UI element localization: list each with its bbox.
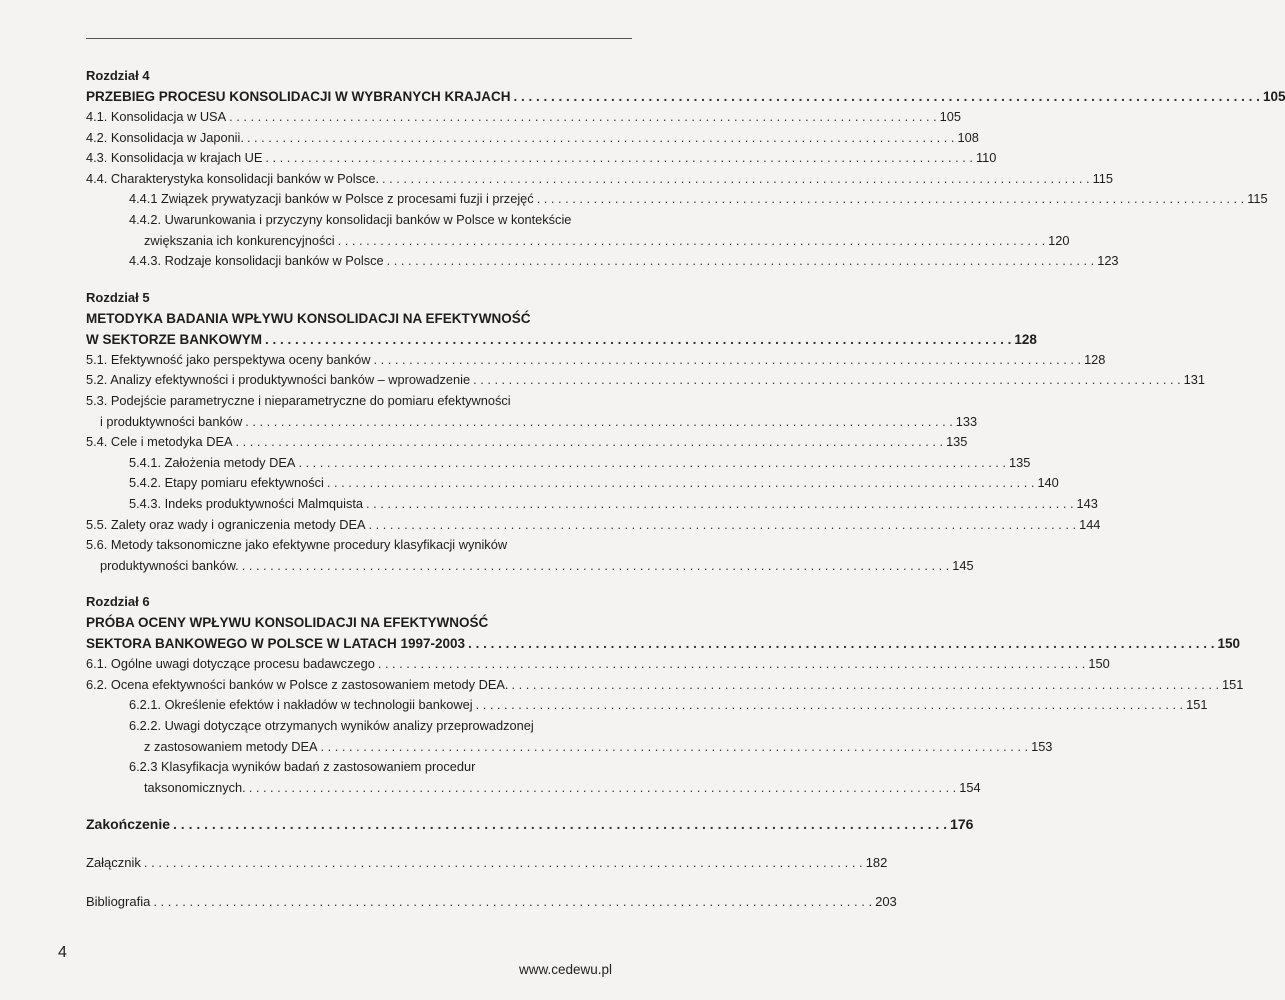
toc-entry xyxy=(86,737,1053,758)
table-of-contents xyxy=(86,66,1285,913)
toc-entry xyxy=(86,695,1208,716)
page-ref: 120 xyxy=(1048,232,1070,248)
page-ref: 115 xyxy=(1092,170,1113,186)
toc-entry-first-line: 6.2.3 Klasyfikacja wyników badań z zastosowaniem procedur xyxy=(129,759,476,775)
page-ref: 110 xyxy=(975,150,997,166)
toc-entry-text: 4.4.1 Związek prywatyzacji banków w Polsce z procesami fuzji i przejęć xyxy=(129,191,534,207)
dot-leader xyxy=(382,169,1090,190)
toc-entry-text: 5.4. Cele i metodyka DEA xyxy=(86,434,233,450)
page-ref: 176 xyxy=(950,816,974,833)
dot-leader xyxy=(265,329,1011,350)
end-item xyxy=(86,892,897,913)
toc-entry xyxy=(86,251,1119,272)
end-item-line-text: Załącznik xyxy=(86,855,141,871)
dot-leader xyxy=(468,633,1214,654)
dot-leader xyxy=(369,515,1077,536)
page-ref: 140 xyxy=(1037,475,1059,491)
page-ref: 151 xyxy=(1222,676,1244,692)
chapter-title-line-text: W SEKTORZE BANKOWYM xyxy=(86,331,262,347)
toc-entry xyxy=(86,515,1101,536)
page-ref: 150 xyxy=(1088,656,1110,672)
chapter-title: METODYKA BADANIA WPŁYWU KONSOLIDACJI NA EFEKTYWNOŚĆ xyxy=(86,310,531,326)
toc-entry-text: 5.4.2. Etapy pomiaru efektywności xyxy=(129,475,324,491)
chapter-section xyxy=(86,288,1205,577)
dot-leader xyxy=(514,86,1260,107)
dot-leader xyxy=(242,556,950,577)
toc-entry-text: 4.4.3. Rodzaje konsolidacji banków w Polsce xyxy=(129,253,384,269)
chapter-title-line-text: PRZEBIEG PROCESU KONSOLIDACJI W WYBRANYCH KRAJACH xyxy=(86,89,511,104)
dot-leader xyxy=(298,453,1006,474)
page-ref: 128 xyxy=(1084,351,1106,367)
toc-entry-text: i produktywności banków xyxy=(100,413,243,429)
toc-entry-first-line: 5.3. Podejście parametryczne i nieparametryczne do pomiaru efektywności xyxy=(86,392,511,408)
header-rule xyxy=(86,38,632,39)
toc-entry xyxy=(86,128,979,149)
toc-entry xyxy=(86,494,1098,515)
end-item-line-text: Zakończenie xyxy=(86,816,171,833)
dot-leader xyxy=(173,814,947,835)
toc-entry-first-line: 6.2.2. Uwagi dotyczące otrzymanych wyników analizy przeprowadzonej xyxy=(129,718,534,734)
toc-entry-text: 6.1. Ogólne uwagi dotyczące procesu badawczego xyxy=(86,656,375,672)
chapter-section xyxy=(86,66,1285,272)
toc-entry xyxy=(86,370,1205,391)
chapter-title-line xyxy=(86,329,1037,350)
page-ref: 182 xyxy=(865,855,888,871)
toc-entry-text: zwiększania ich konkurencyjności xyxy=(144,232,335,248)
toc-entry-text: 5.1. Efektywność jako perspektywa oceny banków xyxy=(86,351,371,367)
dot-leader xyxy=(473,370,1181,391)
toc-entry-text: 4.1. Konsolidacja w USA xyxy=(86,109,227,124)
toc-entry xyxy=(86,556,974,577)
dot-leader xyxy=(247,128,955,149)
toc-entry-text: 5.5. Zalety oraz wady i ograniczenia metody DEA xyxy=(86,516,366,532)
toc-entry xyxy=(86,231,1070,252)
chapter-label: Rozdział 4 xyxy=(86,68,150,83)
dot-leader xyxy=(374,350,1082,371)
toc-entry xyxy=(86,654,1110,675)
page-ref: 144 xyxy=(1079,516,1101,532)
toc-entry xyxy=(86,473,1059,494)
page-ref: 203 xyxy=(875,894,897,910)
dot-leader xyxy=(229,107,937,128)
toc-entry-text: 4.3. Konsolidacja w krajach UE xyxy=(86,150,263,166)
page-ref: 105 xyxy=(939,109,962,124)
dot-leader xyxy=(512,675,1220,696)
page-ref: 105 xyxy=(1262,89,1285,104)
dot-leader xyxy=(321,737,1029,758)
toc-entry xyxy=(86,189,1268,210)
chapter-section xyxy=(86,592,1244,798)
chapter-label: Rozdział 5 xyxy=(86,289,150,305)
toc-entry-text: 5.4.3. Indeks produktywności Malmquista xyxy=(129,495,364,511)
toc-entry xyxy=(86,350,1106,371)
toc-entry xyxy=(86,412,978,433)
dot-leader xyxy=(144,853,863,874)
toc-entry-text: 6.2.1. Określenie efektów i nakładów w technologii bankowej xyxy=(129,697,473,713)
page-ref: 133 xyxy=(955,413,978,429)
chapter-title-line xyxy=(86,86,1285,107)
end-item xyxy=(86,853,888,874)
toc-entry-text: taksonomicznych. xyxy=(144,779,246,795)
page-ref: 145 xyxy=(952,557,974,573)
end-item-line xyxy=(86,892,897,913)
page-ref: 135 xyxy=(946,434,968,450)
toc-entry-text: 6.2. Ocena efektywności banków w Polsce z zastosowaniem metody DEA. xyxy=(86,676,509,692)
dot-leader xyxy=(265,148,973,169)
page-ref: 154 xyxy=(959,779,981,795)
toc-entry xyxy=(86,778,981,799)
page-ref: 135 xyxy=(1008,454,1031,470)
dot-leader xyxy=(338,231,1046,252)
dot-leader xyxy=(236,432,944,453)
dot-leader xyxy=(327,473,1035,494)
page-ref: 151 xyxy=(1186,697,1208,713)
page-ref: 143 xyxy=(1076,495,1098,511)
page-ref: 128 xyxy=(1014,331,1037,347)
dot-leader xyxy=(245,412,953,433)
dot-leader xyxy=(249,778,957,799)
page-ref: 115 xyxy=(1247,191,1268,207)
toc-entry xyxy=(86,148,997,169)
publisher-website: www.cedewu.pl xyxy=(518,962,612,977)
end-item-line xyxy=(86,853,888,874)
toc-entry xyxy=(86,107,962,128)
dot-leader xyxy=(153,892,872,913)
toc-entry-text: produktywności banków. xyxy=(100,557,239,573)
dot-leader xyxy=(366,494,1074,515)
toc-entry xyxy=(86,432,968,453)
page-ref: 153 xyxy=(1031,738,1053,754)
chapter-title-line-text: SEKTORA BANKOWEGO W POLSCE W LATACH 1997-2003 xyxy=(86,636,466,652)
page-ref: 150 xyxy=(1217,636,1240,652)
page-number: 4 xyxy=(58,944,67,961)
dot-leader xyxy=(387,251,1095,272)
end-item xyxy=(86,814,974,835)
page-ref: 108 xyxy=(957,129,979,145)
dot-leader xyxy=(378,654,1086,675)
dot-leader xyxy=(537,189,1245,210)
chapter-label: Rozdział 6 xyxy=(86,594,150,610)
toc-entry-first-line: 5.6. Metody taksonomiczne jako efektywne procedury klasyfikacji wyników xyxy=(86,537,508,553)
page-ref: 123 xyxy=(1097,253,1119,269)
toc-entry-text: 4.4. Charakterystyka konsolidacji banków w Polsce. xyxy=(86,170,380,186)
chapter-title-line xyxy=(86,633,1240,654)
dot-leader xyxy=(476,695,1184,716)
toc-entry xyxy=(86,453,1031,474)
toc-entry xyxy=(86,169,1113,190)
end-item-line-text: Bibliografia xyxy=(86,894,151,910)
toc-entry-text: 5.2. Analizy efektywności i produktywności banków – wprowadzenie xyxy=(86,372,471,388)
chapter-title: PRÓBA OCENY WPŁYWU KONSOLIDACJI NA EFEKTYWNOŚĆ xyxy=(86,615,489,631)
page-ref: 131 xyxy=(1183,372,1205,388)
toc-entry-text: 5.4.1. Założenia metody DEA xyxy=(129,454,296,470)
toc-entry-text: z zastosowaniem metody DEA xyxy=(144,738,318,754)
toc-entry xyxy=(86,675,1244,696)
end-item-line xyxy=(86,814,974,835)
toc-entry-first-line: 4.4.2. Uwarunkowania i przyczyny konsolidacji banków w Polsce w kontekście xyxy=(129,211,572,227)
toc-entry-text: 4.2. Konsolidacja w Japonii. xyxy=(86,129,244,145)
